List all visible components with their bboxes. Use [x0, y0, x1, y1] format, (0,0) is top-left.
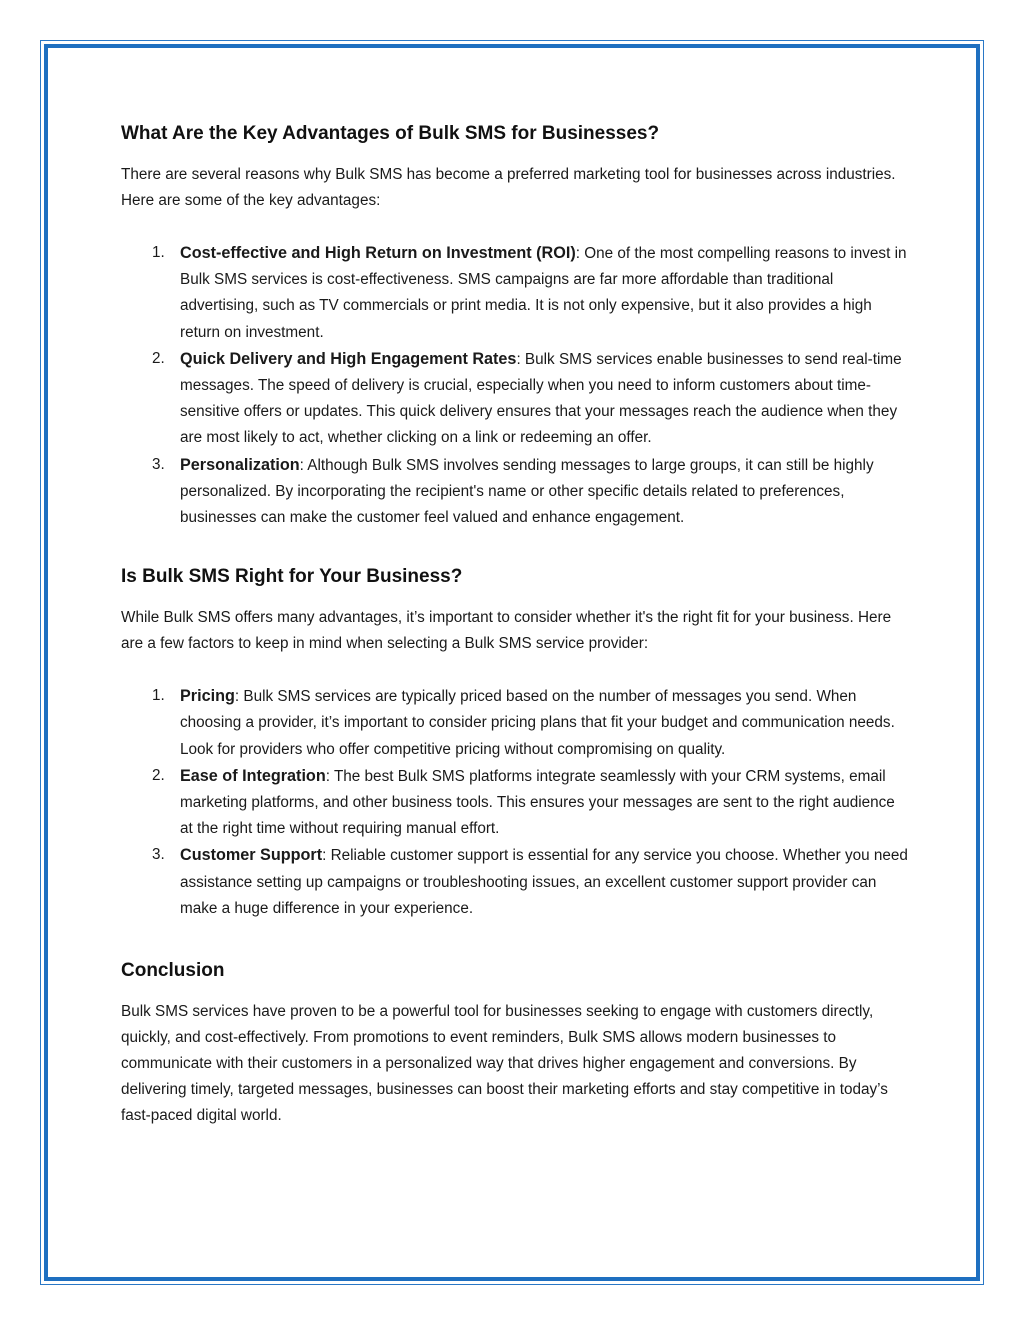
- list-separator: :: [516, 350, 521, 368]
- list-text: Bulk SMS services are typically priced based on the number of messages you send. When choosing a provider, it’s important to consider pricing plans that fit your budget and communication needs. Look for providers who offer competitive pricing without compromising on quality.: [180, 688, 895, 758]
- section-heading: Conclusion: [121, 960, 225, 982]
- list-item: [121, 240, 911, 346]
- list-text: One of the most compelling reasons to invest in Bulk SMS services is cost-effectiveness. SMS campaigns are far more affordable than traditional advertising, such as TV commercials or print media. It is not only expensive, but it also provides a high return on investment.: [180, 245, 907, 341]
- list-term: Pricing: [180, 687, 235, 706]
- advantages-list: [121, 240, 911, 531]
- list-item: [121, 346, 911, 452]
- list-text: Reliable customer support is essential for any service you choose. Whether you need assistance setting up campaigns or troubleshooting issues, an excellent customer support provider can make a huge difference in your experience.: [180, 847, 908, 917]
- list-separator: :: [325, 767, 330, 785]
- section-heading: What Are the Key Advantages of Bulk SMS for Businesses?: [121, 123, 660, 144]
- list-term: Ease of Integration: [180, 766, 326, 785]
- list-text: Bulk SMS services enable businesses to send real-time messages. The speed of delivery is crucial, especially when you need to inform customers about time-sensitive offers or updates. This quick delivery ensures that your messages reach the audience when they are most likely to act, whether clicking on a link or redeeming an offer.: [180, 350, 902, 447]
- list-text: Although Bulk SMS involves sending messages to large groups, it can still be highly personalized. By incorporating the recipient's name or other specific details related to preferences, businesses can make the customer feel valued and enhance engagement.: [180, 456, 874, 527]
- section-heading: Is Bulk SMS Right for Your Business?: [121, 566, 463, 588]
- list-separator: :: [575, 245, 580, 262]
- document-body: [121, 118, 911, 1129]
- list-number: 1.: [152, 687, 165, 705]
- list-term: Cost-effective and High Return on Investment (ROI): [180, 244, 576, 262]
- section-right-for-business: [121, 561, 911, 922]
- list-item: [121, 842, 911, 922]
- list-item: [121, 763, 911, 843]
- list-item: [121, 683, 911, 763]
- list-separator: :: [322, 847, 327, 865]
- list-item: [121, 452, 911, 532]
- list-term: Quick Delivery and High Engagement Rates: [180, 349, 517, 368]
- list-term: Customer Support: [180, 846, 323, 865]
- list-number: 3.: [152, 455, 165, 473]
- section-intro: While Bulk SMS offers many advantages, it’s important to consider whether it's the right fit for your business. Here are a few factors to keep in mind when selecting a Bulk SMS service provider:: [121, 609, 892, 653]
- section-paragraph: Bulk SMS services have proven to be a powerful tool for businesses seeking to engage with customers directly, quickly, and cost-effectively. From promotions to event reminders, Bulk SMS allows modern businesses to communicate with their customers in a personalized way that drives higher engagement and conversions. By delivering timely, targeted messages, businesses can boost their marketing efforts and stay competitive in today’s fast-paced digital world.: [121, 1003, 888, 1125]
- section-conclusion: [121, 955, 911, 1129]
- section-intro: There are several reasons why Bulk SMS has become a preferred marketing tool for businesses across industries. Here are some of the key advantages:: [121, 166, 896, 209]
- section-key-advantages: [121, 118, 911, 531]
- list-text: The best Bulk SMS platforms integrate seamlessly with your CRM systems, email marketing platforms, and other business tools. This ensures your messages are sent to the right audience at the right time without requiring manual effort.: [180, 767, 895, 838]
- list-number: 2.: [152, 349, 165, 367]
- list-number: 3.: [152, 846, 165, 864]
- factors-list: [121, 683, 911, 922]
- list-number: 1.: [152, 244, 165, 261]
- list-number: 2.: [152, 766, 165, 784]
- list-separator: :: [234, 688, 240, 706]
- list-separator: :: [299, 456, 304, 474]
- list-term: Personalization: [180, 455, 300, 474]
